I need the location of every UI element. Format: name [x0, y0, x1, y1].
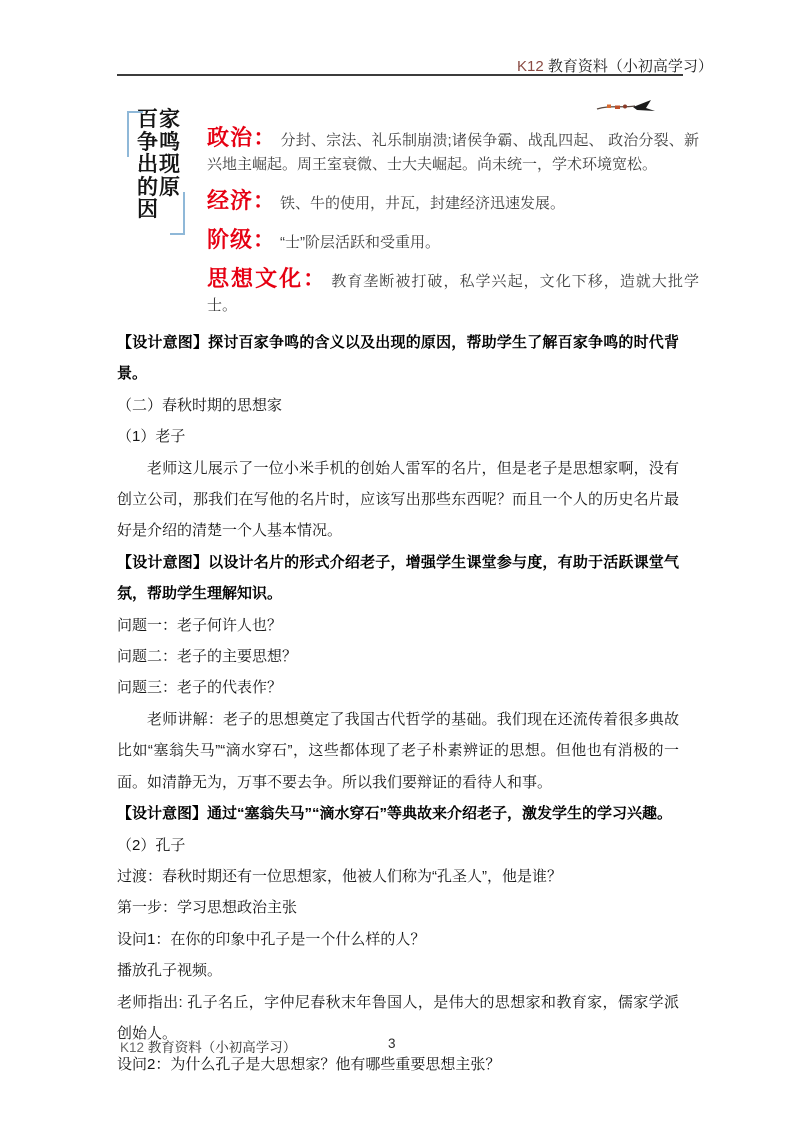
header-title: 教育资料（小初高学习）: [547, 58, 713, 75]
vertical-title-row: 百家: [137, 108, 181, 131]
vertical-title-row: 出现: [137, 153, 181, 176]
figure-row-class: [207, 227, 699, 255]
question-line: 问题二：老子的主要思想？: [117, 648, 298, 666]
page-header: [517, 55, 713, 76]
footer-brand: K12: [120, 1040, 145, 1055]
question-line: 问题一：老子何许人也？: [117, 616, 283, 634]
section-heading: （二）春秋时期的思想家: [117, 396, 283, 414]
doc-paragraph: 过渡：春秋时期还有一位思想家，他被人们称为“孔圣人”，他是谁？: [117, 867, 562, 885]
document-body: [117, 327, 679, 1081]
question-line: 设问1：在你的印象中孔子是一个什么样的人？: [117, 930, 426, 948]
page-footer: [120, 1036, 296, 1056]
doc-paragraph: 播放孔子视频。: [117, 962, 223, 980]
baijia-zhengming-figure: [117, 95, 731, 314]
doc-paragraph: 老师讲解：老子的思想奠定了我国古代哲学的基础。我们现在还流传着很多典故比如“塞翁失马”“滴水穿石”，这些都体现了老子朴素辨证的思想。但他也有消极的一面。如清静无为，万事不要去争。所以我们要辩证的看待人和事。: [117, 710, 679, 791]
figure-vertical-title: [137, 109, 187, 222]
subsection-heading: （2）孔子: [117, 836, 186, 854]
design-intent-paragraph: 【设计意图】探讨百家争鸣的含义以及出现的原因，帮助学生了解百家争鸣的时代背景。: [117, 334, 679, 383]
figure-row-label: 政治：: [207, 125, 277, 150]
header-divider: [117, 74, 683, 76]
figure-row-economy: [207, 188, 699, 216]
figure-row-text: 分封、宗法、礼乐制崩溃;诸侯争霸、战乱四起、 政治分裂、新兴地主崛起。周王室衰微、士大夫崛起。尚未统一，学术环境宽松。: [207, 132, 699, 173]
vertical-title-row: 的原: [137, 175, 181, 199]
footer-title: 教育资料（小初高学习）: [147, 1040, 297, 1055]
figure-row-culture: [207, 266, 699, 318]
design-intent-paragraph: 【设计意图】以设计名片的形式介绍老子，增强学生课堂参与度，有助于活跃课堂气氛，帮助学生理解知识。: [117, 553, 679, 603]
doc-paragraph: 老师这儿展示了一位小米手机的创始人雷军的名片，但是老子是思想家啊，没有创立公司，那我们在写他的名片时，应该写出那些东西呢？而且一个人的历史名片最好是介绍的清楚一个人基本情况。: [117, 459, 679, 540]
page-number: 3: [388, 1036, 396, 1051]
figure-row-label: 思想文化：: [207, 266, 328, 291]
question-line: 设问2：为什么孔子是大思想家？他有哪些重要思想主张？: [117, 1056, 501, 1074]
header-brand: K12: [517, 58, 544, 75]
figure-row-politics: [207, 125, 699, 177]
doc-paragraph: 老师指出: 孔子名丘，字仲尼春秋末年鲁国人，是伟大的思想家和教育家，儒家学派创始人。: [117, 993, 679, 1042]
doc-paragraph: 第一步：学习思想政治主张: [117, 899, 298, 917]
figure-reason-list: [207, 125, 699, 329]
subsection-heading: （1）老子: [117, 428, 186, 446]
vertical-title-row: 因: [137, 198, 159, 221]
figure-row-text: 铁、牛的使用，井瓦，封建经济迅速发展。: [280, 195, 566, 212]
figure-row-text: 教育垄断被打破，私学兴起，文化下移，造就大批学士。: [207, 273, 699, 314]
design-intent-paragraph: 【设计意图】通过“塞翁失马”“滴水穿石”等典故来介绍老子，激发学生的学习兴趣。: [117, 805, 673, 823]
vertical-title-row: 争鸣: [137, 130, 181, 154]
figure-row-label: 经济：: [207, 188, 277, 213]
figure-row-label: 阶级：: [207, 227, 277, 252]
question-line: 问题三：老子的代表作？: [117, 679, 283, 697]
figure-row-text: “士”阶层活跃和受重用。: [280, 234, 441, 251]
decorative-plane-icon: [595, 96, 661, 123]
